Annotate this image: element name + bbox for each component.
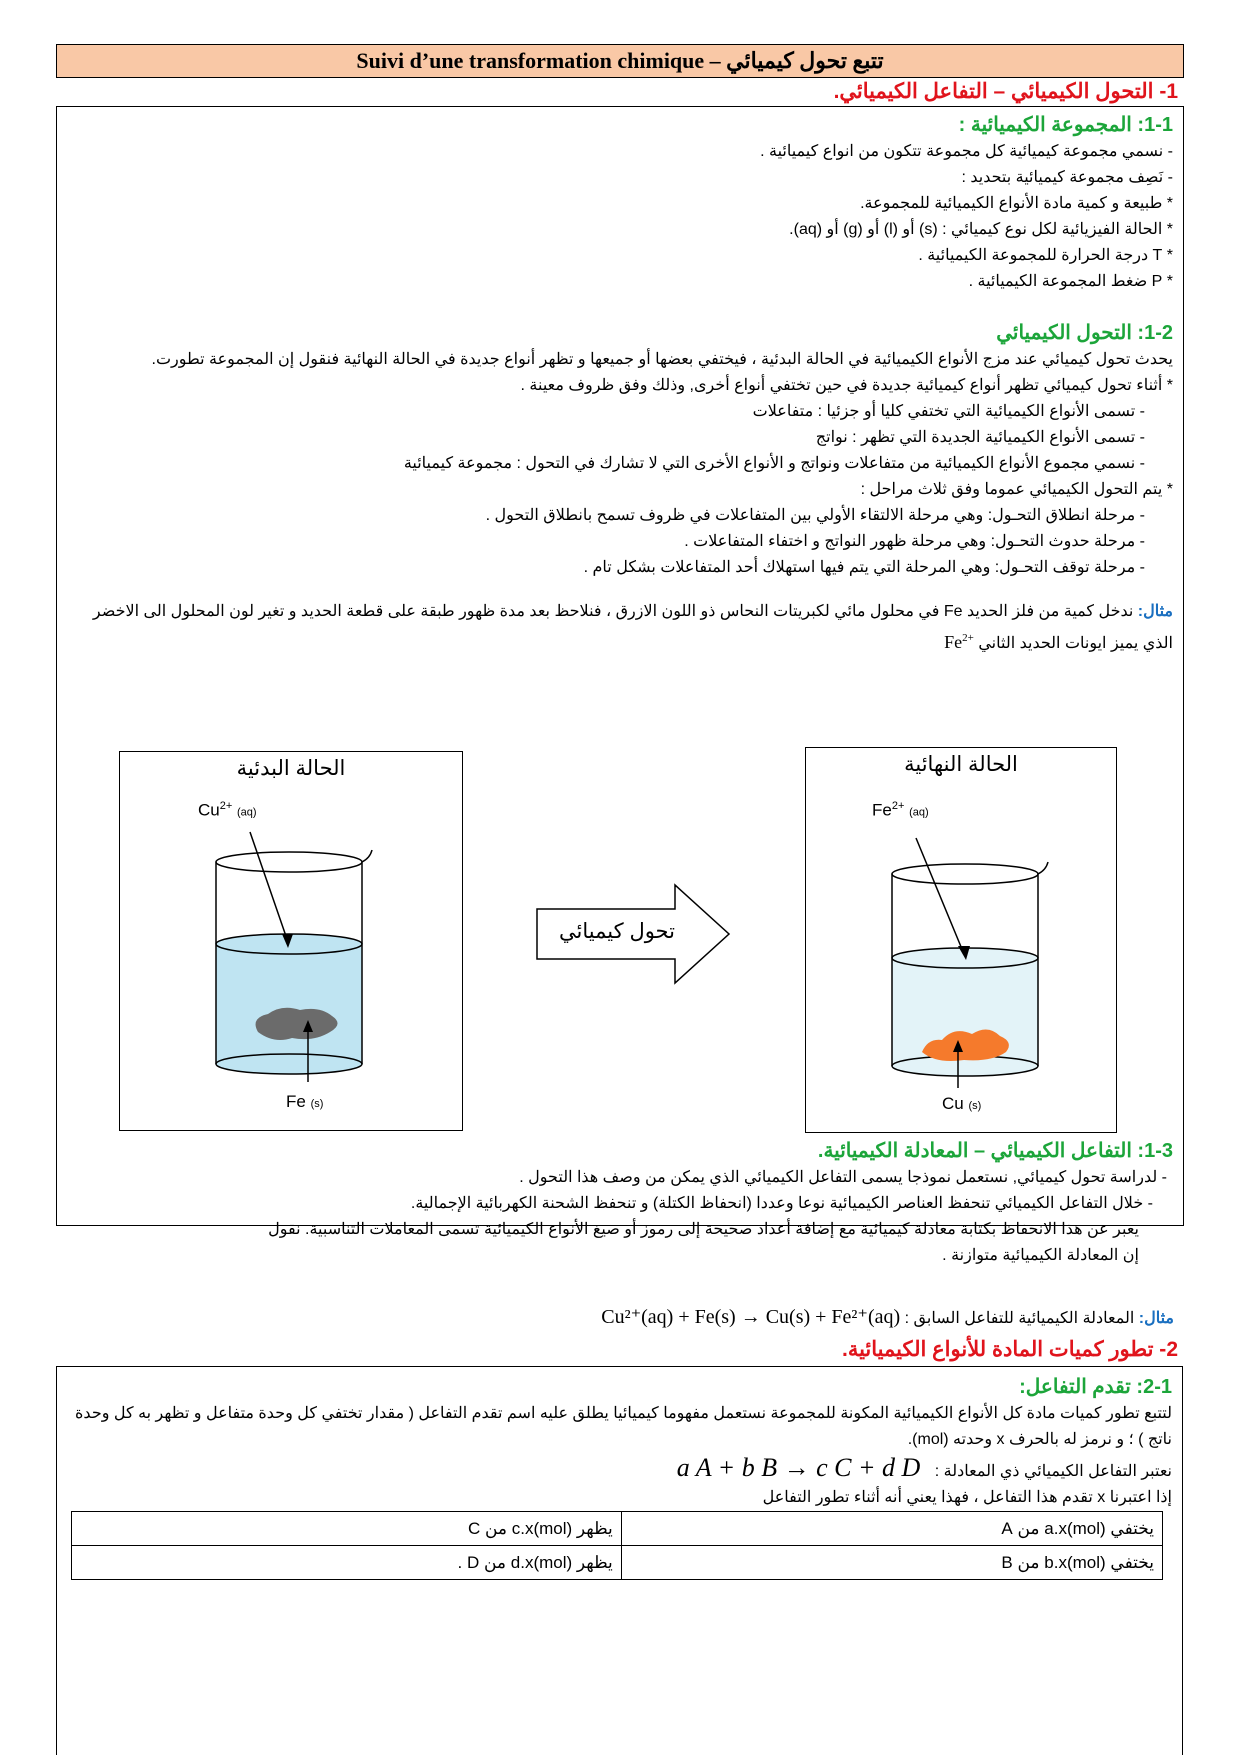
paragraph: لتتبع تطور كميات مادة كل الأنواع الكيميائية المكونة للمجموعة نستعمل مفهوما كيميائيا يطلق عليه اسم تقدم التفاعل ( مقدار تختفي كل وحدة متفاعل و تظهر به كل وحدة ناتج ) ؛ و نرمز له بالحرف x وحدته (mol).	[75, 1405, 1172, 1448]
subsection-title: 2-1: تقدم التفاعل:	[1019, 1376, 1172, 1398]
beaker-final	[806, 748, 1116, 1132]
beaker-initial	[120, 752, 462, 1130]
subsection-1-3	[67, 1137, 1173, 1269]
beaker-rim	[216, 852, 362, 872]
fe-ion-label: $Fe^{2+}$ (aq)	[872, 800, 929, 820]
text-line: - نَصِف مجموعة كيميائية بتحديد :	[961, 169, 1173, 186]
bullet: * يتم التحول الكيميائي عموما وفق ثلاث مراحل :	[860, 481, 1173, 498]
reaction-equation: Cu²⁺(aq) + Fe(s) → Cu(s) + Fe²⁺(aq)	[601, 1306, 901, 1328]
text-line: - نسمي مجموعة كيميائية كل مجموعة تتكون من انواع كيميائية .	[760, 143, 1173, 160]
example-label: مثال:	[1137, 603, 1173, 620]
text-line: يعبر عن هذا الانحفاظ بكتابة معادلة كيميائية مع إضافة أعداد صحيحة إلى رموز أو صيغ الأنواع الكيميائية تسمى المعاملات التناسبية. نقول إن المعادلة الكيميائية متوازنة .	[268, 1221, 1139, 1264]
section1-box	[56, 106, 1184, 1264]
sub-line: - مرحلة توقف التحـول: وهي المرحلة التي يتم فيها استهلاك أحد المتفاعلات بشكل تام .	[583, 559, 1145, 576]
sub-line: - تسمى الأنواع الكيميائية التي تختفي كليا أو جزئيا : متفاعلات	[752, 403, 1145, 420]
table-row	[72, 1512, 1163, 1546]
advancement-table	[71, 1511, 1163, 1580]
example-ion: $Fe^{2+}$	[944, 632, 974, 652]
subsection-title: 1-3: التفاعل الكيميائي – المعادلة الكيميائية.	[817, 1140, 1173, 1162]
example-text: المعادلة الكيميائية للتفاعل السابق :	[904, 1310, 1135, 1327]
subsection-title: 1-1: المجموعة الكيميائية :	[958, 114, 1173, 136]
example	[67, 599, 1173, 657]
cu-solid-label: Cu (s)	[942, 1094, 982, 1113]
beaker-bottom	[216, 1054, 362, 1074]
fe-solid-label: Fe (s)	[286, 1092, 324, 1111]
advance-text: إذا اعتبرنا x تقدم هذا التفاعل ، فهذا يعني أنه أثناء تطور التفاعل	[762, 1489, 1172, 1506]
initial-state-label: الحالة البدئية	[236, 757, 346, 780]
figure-initial-state	[119, 751, 463, 1131]
arrow-label: تحول كيميائي	[559, 920, 675, 943]
equation-line	[67, 1455, 1172, 1485]
paragraph: يحدث تحول كيميائي عند مزج الأنواع الكيميائية في الحالة البدئية ، فيختفي بعضها أو جميعها و تظهر أنواع جديدة في الحالة النهائية فنقول إن المجموعة تطورت.	[151, 351, 1173, 368]
part2-heading: 2- تطور كميات المادة للأنواع الكيميائية.	[842, 1338, 1178, 1361]
page	[56, 44, 1184, 1572]
beaker-rim	[892, 864, 1038, 884]
table-row	[72, 1546, 1163, 1580]
sub-line: - نسمي مجموع الأنواع الكيميائية من متفاعلات ونواتج و الأنواع الأخرى التي لا تشارك في التحول : مجموعة كيميائية	[403, 455, 1145, 472]
text-line: * طبيعة و كمية مادة الأنواع الكيميائية للمجموعة.	[860, 195, 1173, 212]
text-line: - لدراسة تحول كيميائي, نستعمل نموذجا يسمى التفاعل الكيميائي الذي يمكن من وصف هذا التحول .	[519, 1169, 1167, 1186]
subsection-2-1	[57, 1367, 1182, 1511]
sub-line: - مرحلة حدوث التحـول: وهي مرحلة ظهور النواتج و اختفاء المتفاعلات .	[684, 533, 1145, 550]
subsection-title: 1-2: التحول الكيميائي	[996, 322, 1173, 344]
text-line: * P ضغط المجموعة الكيميائية .	[968, 273, 1173, 290]
subsection-1-1	[57, 107, 1183, 295]
sub-line: - مرحلة انطلاق التحـول: وهي مرحلة الالتقاء الأولي بين المتفاعلات في ظروف تسمح بانطلاق التحول .	[485, 507, 1145, 524]
text-line: * الحالة الفيزيائية لكل نوع كيميائي : (s) أو (l) أو (g) أو (aq).	[789, 221, 1173, 238]
subsection-1-2	[57, 295, 1183, 657]
part1-heading: 1- التحول الكيميائي – التفاعل الكيميائي.	[833, 80, 1178, 103]
text-line: - خلال التفاعل الكيميائي تنحفظ العناصر الكيميائية نوعا وعددا (انحفاظ الكتلة) و تنحفظ الشحنة الكهربائية الإجمالية.	[410, 1195, 1153, 1212]
sub-line: - تسمى الأنواع الكيميائية الجديدة التي تظهر : نواتج	[815, 429, 1145, 446]
text-line: * T درجة الحرارة للمجموعة الكيميائية .	[918, 247, 1173, 264]
table-cell: يختفي b.x(mol) من B	[621, 1546, 1162, 1580]
final-state-label: الحالة النهائية	[904, 753, 1018, 776]
bullet: * أثناء تحول كيميائي تظهر أنواع كيميائية جديدة في حين تختفي أنواع أخرى, وذلك وفق ظروف معينة .	[520, 377, 1173, 394]
eq-intro: نعتبر التفاعل الكيميائي ذي المعادلة :	[934, 1463, 1172, 1480]
section2-box	[56, 1366, 1183, 1755]
equation-example	[66, 1304, 1174, 1332]
table-cell: يظهر d.x(mol) من D .	[72, 1546, 622, 1580]
example-label: مثال:	[1138, 1310, 1174, 1327]
table-cell: يختفي a.x(mol) من A	[621, 1512, 1162, 1546]
page-title: Suivi d’une transformation chimique – تتبع تحول كيميائي	[56, 44, 1184, 78]
cu-ion-label: $Cu^{2+}$ (aq)	[198, 800, 257, 820]
general-equation: a A + b B → c C + d D	[676, 1453, 921, 1482]
table-cell: يظهر c.x(mol) من C	[72, 1512, 622, 1546]
figure-final-state	[805, 747, 1117, 1133]
blue-solution	[216, 944, 362, 1064]
example-text: ندخل كمية من فلز الحديد Fe في محلول مائي لكبريتات النحاس ذو اللون الازرق ، فنلاحظ بعد مدة ظهور طبقة على قطعة الحديد و تغير لون المحلول الى الاخضر الذي يميز ايونات الحديد الثاني	[92, 603, 1173, 652]
